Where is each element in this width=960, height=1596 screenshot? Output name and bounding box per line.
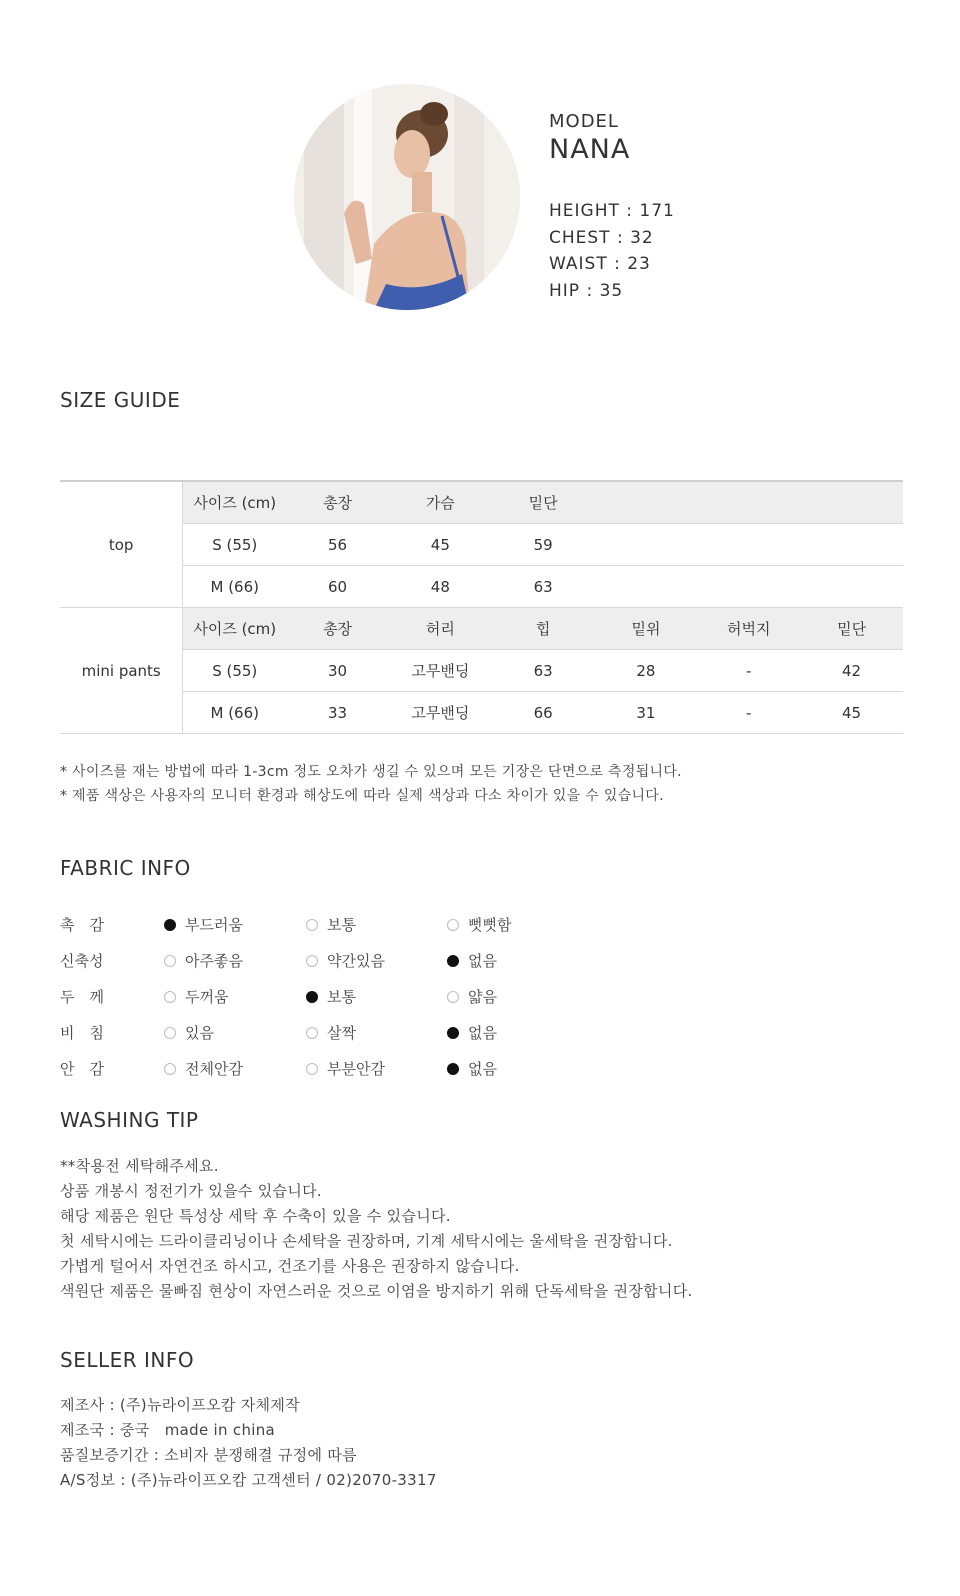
stat-waist: WAIST : 23	[549, 254, 651, 274]
table-cell: 33	[286, 692, 389, 734]
table-cell: 48	[389, 566, 492, 608]
table-cell	[595, 566, 698, 608]
model-stats	[549, 198, 675, 304]
table-cell	[595, 524, 698, 566]
table-cell: 고무밴딩	[389, 650, 492, 692]
seller-info-title: SELLER INFO	[60, 1348, 195, 1372]
seller-info-text	[60, 1393, 437, 1493]
top-header-row	[60, 481, 903, 524]
model-photo-illustration	[294, 84, 520, 310]
stat-chest: CHEST : 32	[549, 227, 654, 248]
fabric-option	[306, 1058, 385, 1079]
fabric-option	[447, 986, 497, 1007]
radio-empty-icon	[447, 991, 459, 1003]
fabric-option-label: 없음	[468, 952, 497, 970]
stat-hip: HIP : 35	[549, 280, 624, 301]
radio-empty-icon	[306, 1063, 318, 1075]
radio-filled-icon	[447, 1027, 459, 1039]
washing-tip-text	[60, 1154, 693, 1304]
model-name: NANA	[549, 134, 631, 165]
table-cell: -	[697, 692, 800, 734]
radio-empty-icon	[447, 919, 459, 931]
fabric-info-title: FABRIC INFO	[60, 856, 191, 880]
fabric-option-label: 아주좋음	[185, 952, 243, 970]
fabric-option	[164, 1058, 243, 1079]
table-cell: 42	[800, 650, 903, 692]
table-cell: 45	[389, 524, 492, 566]
seller-info-line: 제조사 : (주)뉴라이프오캄 자체제작	[60, 1396, 300, 1414]
fabric-label: 비 침	[60, 1024, 104, 1042]
table-row	[60, 566, 903, 608]
table-header-cell: 허리	[389, 608, 492, 650]
table-header-cell: 사이즈 (cm)	[183, 481, 286, 524]
model-label: MODEL	[549, 111, 619, 132]
fabric-option	[447, 1022, 497, 1043]
fabric-option-label: 없음	[468, 1024, 497, 1042]
seller-info-line: A/S정보 : (주)뉴라이프오캄 고객센터 / 02)2070-3317	[60, 1471, 437, 1489]
fabric-option	[306, 914, 356, 935]
table-cell: 63	[492, 650, 595, 692]
table-header-cell: 가슴	[389, 481, 492, 524]
table-row	[60, 524, 903, 566]
table-header-cell: 힙	[492, 608, 595, 650]
table-cell	[697, 566, 800, 608]
fabric-option	[164, 1022, 214, 1043]
radio-empty-icon	[306, 1027, 318, 1039]
table-header-cell: 총장	[286, 608, 389, 650]
size-notes	[60, 760, 682, 808]
table-cell: 45	[800, 692, 903, 734]
table-cell: M (66)	[183, 566, 286, 608]
radio-empty-icon	[164, 991, 176, 1003]
washing-tip-line: 가볍게 털어서 자연건조 하시고, 건조기를 사용은 권장하지 않습니다.	[60, 1257, 520, 1275]
radio-filled-icon	[447, 1063, 459, 1075]
table-cell: 60	[286, 566, 389, 608]
fabric-option	[306, 950, 385, 971]
fabric-label: 신축성	[60, 952, 104, 970]
table-header-cell: 총장	[286, 481, 389, 524]
fabric-option-label: 있음	[185, 1024, 214, 1042]
radio-filled-icon	[164, 919, 176, 931]
table-header-cell: 사이즈 (cm)	[183, 608, 286, 650]
pants-header-row	[60, 608, 903, 650]
fabric-option-label: 부드러움	[185, 916, 243, 934]
size-note: * 제품 색상은 사용자의 모니터 환경과 해상도에 따라 실제 색상과 다소 차이가 있을 수 있습니다.	[60, 788, 664, 804]
fabric-option	[164, 914, 243, 935]
table-cell: S (55)	[183, 650, 286, 692]
washing-tip-line: **착용전 세탁해주세요.	[60, 1157, 219, 1175]
table-header-cell: 밑단	[800, 608, 903, 650]
fabric-option-label: 약간있음	[327, 952, 385, 970]
radio-filled-icon	[306, 991, 318, 1003]
radio-empty-icon	[164, 1063, 176, 1075]
fabric-option-label: 두꺼움	[185, 988, 229, 1006]
fabric-option-label: 보통	[327, 988, 356, 1006]
table-header-cell	[697, 481, 800, 524]
table-header-cell: 밑단	[492, 481, 595, 524]
table-cell	[800, 566, 903, 608]
seller-info-line: 품질보증기간 : 소비자 분쟁해결 규정에 따름	[60, 1446, 357, 1464]
table-cell	[697, 524, 800, 566]
size-note: * 사이즈를 재는 방법에 따라 1-3cm 정도 오차가 생길 수 있으며 모든 기장은 단면으로 측정됩니다.	[60, 764, 682, 780]
table-cell: S (55)	[183, 524, 286, 566]
table-header-cell	[595, 481, 698, 524]
washing-tip-line: 첫 세탁시에는 드라이클리닝이나 손세탁을 권장하며, 기계 세탁시에는 울세탁을 권장합니다.	[60, 1232, 673, 1250]
table-cell: 66	[492, 692, 595, 734]
stat-height: HEIGHT : 171	[549, 201, 675, 221]
table-cell: M (66)	[183, 692, 286, 734]
table-cell: 59	[492, 524, 595, 566]
fabric-option	[447, 914, 511, 935]
fabric-label: 두 께	[60, 988, 104, 1006]
fabric-option-label: 보통	[327, 916, 356, 934]
fabric-option-label: 없음	[468, 1060, 497, 1078]
radio-empty-icon	[306, 919, 318, 931]
table-header-cell: 허벅지	[697, 608, 800, 650]
radio-empty-icon	[164, 955, 176, 967]
fabric-label: 안 감	[60, 1060, 104, 1078]
fabric-option-label: 전체안감	[185, 1060, 243, 1078]
fabric-option-label: 얇음	[468, 988, 497, 1006]
fabric-option-label: 살짝	[327, 1024, 356, 1042]
table-header-cell: 밑위	[595, 608, 698, 650]
fabric-option-label: 뻣뻣함	[468, 916, 512, 934]
table-cell: 56	[286, 524, 389, 566]
washing-tip-line: 색원단 제품은 물빠짐 현상이 자연스러운 것으로 이염을 방지하기 위해 단독세탁을 권장합니다.	[60, 1282, 693, 1300]
seller-info-line: 제조국 : 중국 made in china	[60, 1421, 276, 1439]
table-row	[60, 650, 903, 692]
washing-tip-line: 상품 개봉시 정전기가 있을수 있습니다.	[60, 1182, 322, 1200]
table-cell: -	[697, 650, 800, 692]
model-photo	[294, 84, 520, 310]
table-cell	[800, 524, 903, 566]
size-table	[60, 480, 903, 734]
table-cell: 31	[595, 692, 698, 734]
fabric-option	[164, 950, 243, 971]
category-top: top	[60, 481, 183, 608]
fabric-option-label: 부분안감	[327, 1060, 385, 1078]
table-cell: 63	[492, 566, 595, 608]
fabric-option	[164, 986, 228, 1007]
radio-empty-icon	[164, 1027, 176, 1039]
fabric-option	[447, 950, 497, 971]
fabric-option	[306, 986, 356, 1007]
radio-empty-icon	[306, 955, 318, 967]
table-cell: 고무밴딩	[389, 692, 492, 734]
radio-filled-icon	[447, 955, 459, 967]
washing-tip-line: 해당 제품은 원단 특성상 세탁 후 수축이 있을 수 있습니다.	[60, 1207, 451, 1225]
table-cell: 28	[595, 650, 698, 692]
category-mini-pants: mini pants	[60, 608, 183, 734]
table-header-cell	[800, 481, 903, 524]
size-guide-title: SIZE GUIDE	[60, 388, 181, 412]
fabric-option	[306, 1022, 356, 1043]
table-cell: 30	[286, 650, 389, 692]
fabric-option	[447, 1058, 497, 1079]
fabric-label: 촉 감	[60, 916, 104, 934]
washing-tip-title: WASHING TIP	[60, 1108, 199, 1132]
table-row	[60, 692, 903, 734]
